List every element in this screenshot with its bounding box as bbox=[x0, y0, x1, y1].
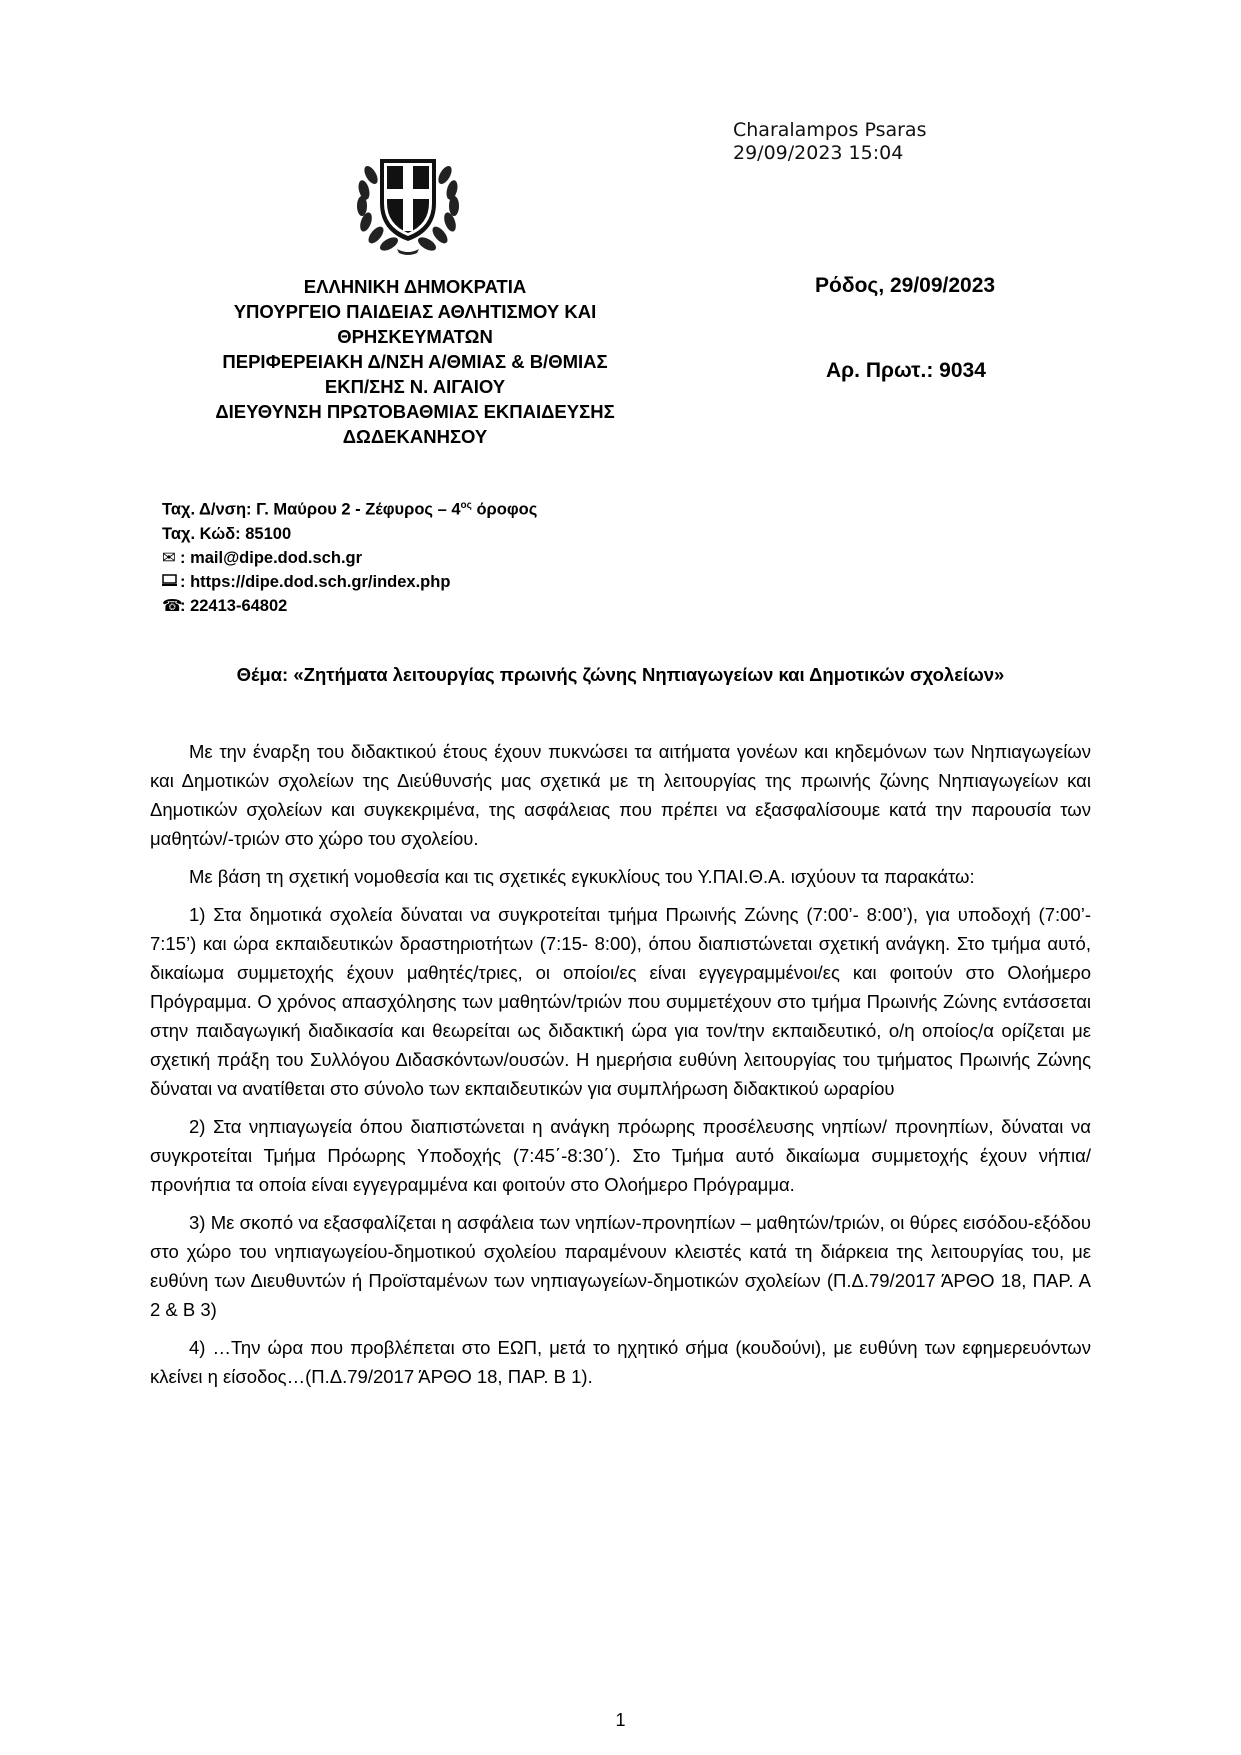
header-line: ΔΙΕΥΘΥΝΣΗ ΠΡΩΤΟΒΑΘΜΙΑΣ ΕΚΠΑΙΔΕΥΣΗΣ bbox=[215, 401, 615, 422]
document-subject: Θέμα: «Ζητήματα λειτουργίας πρωινής ζώνης Νηπιαγωγείων και Δημοτικών σχολείων» bbox=[236, 664, 1005, 685]
address-sup: ος bbox=[460, 500, 472, 511]
document-body bbox=[150, 737, 1091, 1400]
issuing-authority-header bbox=[180, 274, 650, 449]
address-label: Ταχ. Δ/νση: bbox=[162, 500, 252, 519]
phone-value: : 22413-64802 bbox=[180, 596, 288, 615]
website-value: : https://dipe.dod.sch.gr/index.php bbox=[180, 572, 451, 591]
contact-block bbox=[162, 494, 537, 618]
body-paragraph: 3) Με σκοπό να εξασφαλίζεται η ασφάλεια των νηπίων-προνηπίων – μαθητών/τριών, οι θύρες εισόδου-εξόδου στο χώρο του νηπιαγωγείου-δημοτικού σχολείου παραμένουν κλειστές κατά τη διάρκεια της λειτουργίας του, με ευθύνη των Διευθυντών ή Προϊσταμένων των νηπιαγωγείων-δημοτικών σχολείων (Π.Δ.79/2017 ΆΡΘΟ 18, ΠΑΡ. Α 2 & Β 3) bbox=[150, 1212, 1091, 1320]
phone-icon: ☎ bbox=[162, 596, 183, 615]
postal-label: Ταχ. Κώδ: bbox=[162, 524, 241, 543]
header-line: ΘΡΗΣΚΕΥΜΑΤΩΝ bbox=[337, 326, 493, 347]
computer-icon bbox=[162, 570, 180, 594]
header-line: ΠΕΡΙΦΕΡΕΙΑΚΗ Δ/ΝΣΗ Α/ΘΜΙΑΣ & Β/ΘΜΙΑΣ bbox=[222, 351, 608, 372]
header-line: ΕΚΠ/ΣΗΣ Ν. ΑΙΓΑΙΟΥ bbox=[324, 376, 506, 397]
document-date: Ρόδος, 29/09/2023 bbox=[815, 274, 996, 297]
body-paragraph: Με την έναρξη του διδακτικού έτους έχουν πυκνώσει τα αιτήματα γονέων και κηδεμόνων των Νηπιαγωγείων και Δημοτικών σχολείων της Διεύθυνσής μας σχετικά με τη λειτουργίας της πρωινής ζώνης Νηπιαγωγείων και Δημοτικών σχολείων και συγκεκριμένα, της ασφάλειας που πρέπει να εξασφαλίσουμε κατά την παρουσία των μαθητών/-τριών στο χώρο του σχολείου. bbox=[150, 741, 1091, 849]
signature-datetime: 29/09/2023 15:04 bbox=[733, 142, 904, 164]
envelope-icon: ✉ bbox=[162, 548, 176, 567]
email-value: : mail@dipe.dod.sch.gr bbox=[180, 548, 363, 567]
greek-coat-of-arms-icon bbox=[351, 145, 465, 255]
body-paragraph: Με βάση τη σχετική νομοθεσία και τις σχετικές εγκυκλίους του Υ.ΠΑΙ.Θ.Α. ισχύουν τα παρακάτω: bbox=[189, 866, 975, 887]
postal-row bbox=[162, 522, 537, 546]
website-row bbox=[162, 570, 537, 594]
header-line: ΔΩΔΕΚΑΝΗΣΟΥ bbox=[342, 426, 488, 447]
header-line: ΥΠΟΥΡΓΕΙΟ ΠΑΙΔΕΙΑΣ ΑΘΛΗΤΙΣΜΟΥ ΚΑΙ bbox=[233, 301, 597, 322]
body-paragraph: 4) …Την ώρα που προβλέπεται στο ΕΩΠ, μετά το ηχητικό σήμα (κουδούνι), με ευθύνη των εφημερευόντων κλείνει η είσοδος…(Π.Δ.79/2017 ΆΡΘΟ 18, ΠΑΡ. Β 1). bbox=[150, 1337, 1091, 1387]
address-tail: όροφος bbox=[476, 500, 538, 519]
address-value: Γ. Μαύρου 2 - Ζέφυρος – 4 bbox=[256, 500, 461, 519]
address-row bbox=[162, 494, 537, 522]
signature-name: Charalampos Psaras bbox=[733, 119, 927, 141]
postal-value: 85100 bbox=[245, 524, 292, 543]
email-row bbox=[162, 546, 537, 570]
body-paragraph: 2) Στα νηπιαγωγεία όπου διαπιστώνεται η ανάγκη πρόωρης προσέλευσης νηπίων/ προνηπίων, δύναται να συγκροτείται Τμήμα Πρόωρης Υποδοχής (7:45΄-8:30΄). Στο Τμήμα αυτό δικαίωμα συμμετοχής έχουν νήπια/προνήπια τα οποία είναι εγγεγραμμένα και φοιτούν στο Ολοήμερο Πρόγραμμα. bbox=[150, 1116, 1091, 1195]
page-number: 1 bbox=[615, 1710, 626, 1730]
phone-row bbox=[162, 594, 537, 618]
body-paragraph: 1) Στα δημοτικά σχολεία δύναται να συγκροτείται τμήμα Πρωινής Ζώνης (7:00’- 8:00’), για υποδοχή (7:00’- 7:15’) και ώρα εκπαιδευτικών δραστηριοτήτων (7:15- 8:00), όπου διαπιστώνεται σχετική ανάγκη. Στο τμήμα αυτό, δικαίωμα συμμετοχής έχουν μαθητές/τριες, οι οποίοι/ες είναι εγγεγραμμένοι/ες και φοιτούν στο Ολοήμερο Πρόγραμμα. Ο χρόνος απασχόλησης των μαθητών/τριών που συμμετέχουν στο τμήμα Πρωινής Ζώνης εντάσσεται στην παιδαγωγική διαδικασία και θεωρείται ως διδακτική ώρα για τον/την εκπαιδευτικό, ο/η οποίος/α ορίζεται με σχετική πράξη του Συλλόγου Διδασκόντων/ουσών. Η ημερήσια ευθύνη λειτουργίας του τμήματος Πρωινής Ζώνης δύναται να ανατίθεται στο σύνολο των εκπαιδευτικών για συμπλήρωση διδακτικού ωραρίου bbox=[150, 904, 1091, 1099]
protocol-number: Αρ. Πρωτ.: 9034 bbox=[826, 359, 986, 382]
digital-signature bbox=[733, 119, 926, 165]
header-line: ΕΛΛΗΝΙΚΗ ΔΗΜΟΚΡΑΤΙΑ bbox=[303, 276, 527, 297]
